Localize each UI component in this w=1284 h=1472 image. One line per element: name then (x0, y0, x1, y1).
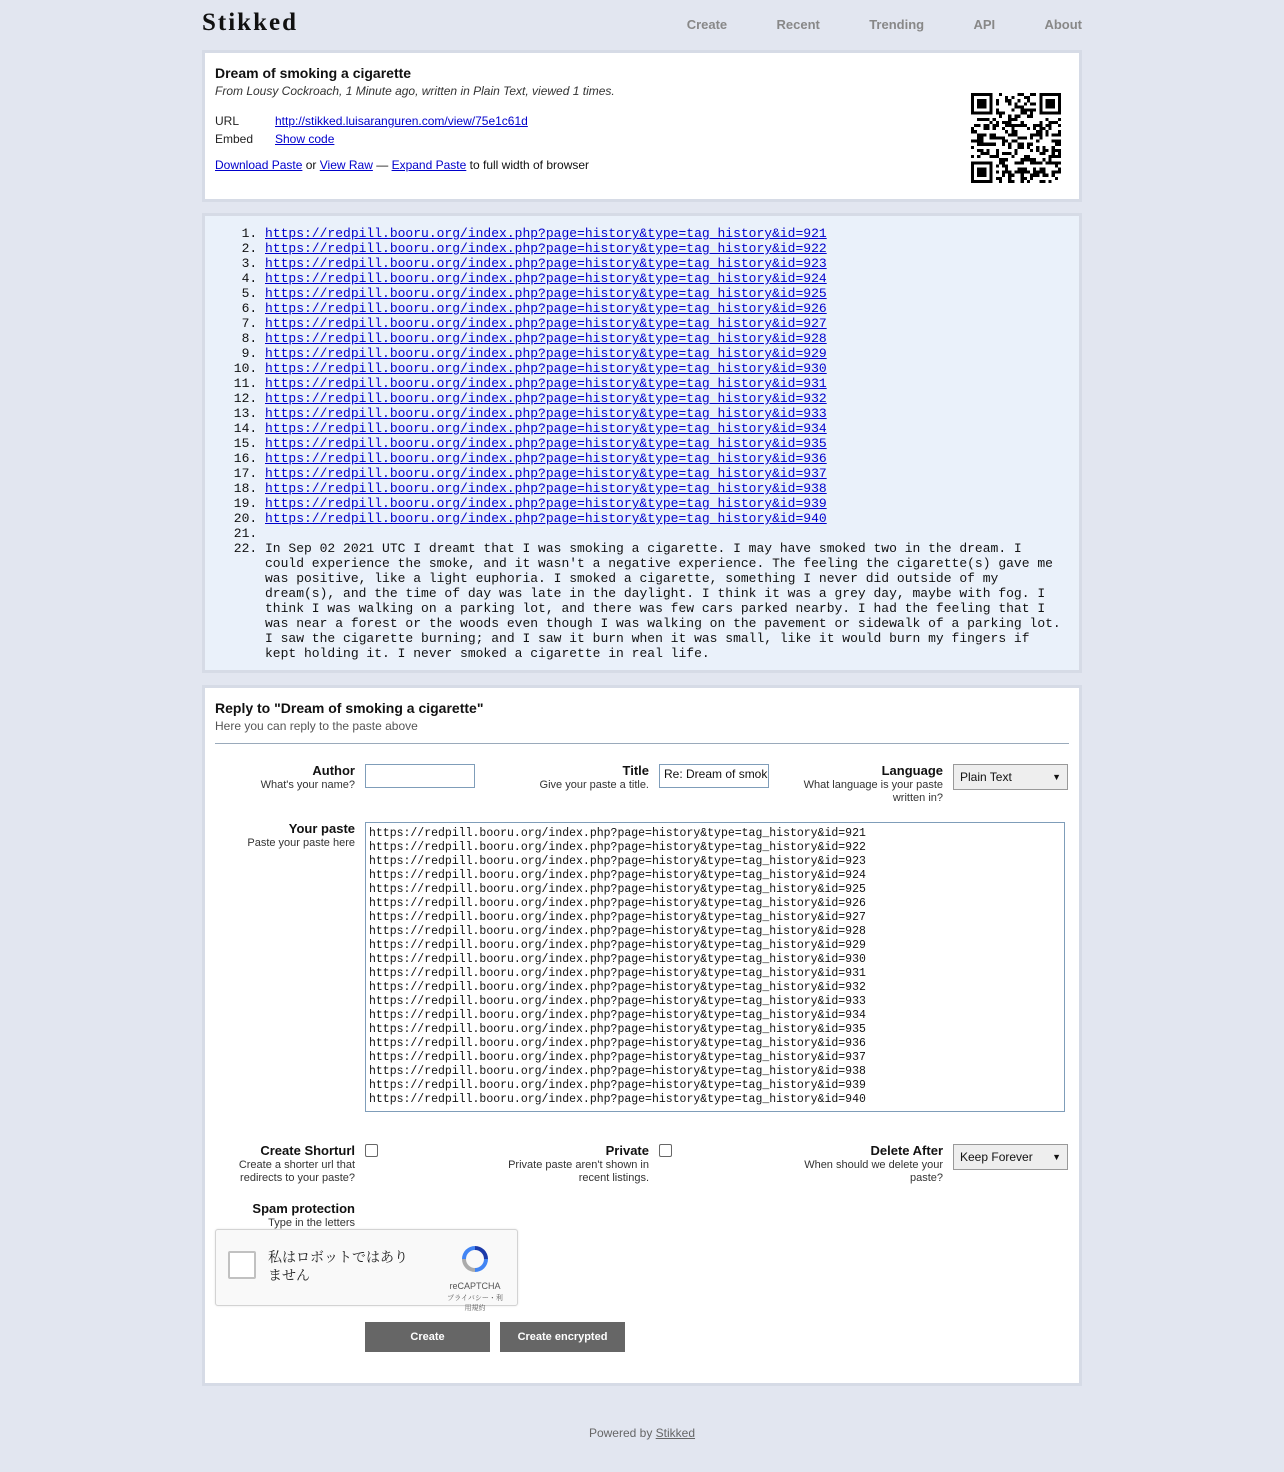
paste-line (265, 541, 1079, 661)
spam-hint: Type in the letters (268, 1217, 355, 1229)
paste-line-link[interactable]: https://redpill.booru.org/index.php?page=history&type=tag_history&id=927 (265, 316, 827, 331)
recaptcha-widget (215, 1229, 518, 1312)
title-input[interactable]: Re: Dream of smok (659, 764, 769, 788)
title-hint: Give your paste a title. (539, 779, 649, 791)
paste-line-text: 22. In Sep 02 2021 UTC I dreamt that I was smoking a cigarette. I may have smoked two in the dream. I could experience the smoke, and it wasn't a negative experience. The feeling the cigarette(s) gave me was positive, like a light euphoria. I smoked a cigarette, something I never did outside of my dream(s), and the time of day was late in the daylight. I think it was a grey day, maybe with fog. I think I was walking on a parking lot, and there was few cars parked nearby. I had the feeling that I was near a forest or the woods even though I was walking on the pavement or sidewalk of a parking lot. I saw the cigarette burning; and I saw it burn when it was small, like it would burn my fingers if kept holding it. I never smoked a cigarette in real life. (265, 541, 1069, 661)
paste-line-link[interactable]: https://redpill.booru.org/index.php?page=history&type=tag_history&id=929 (265, 346, 827, 361)
delete-after-hint: When should we delete your paste? (804, 1159, 943, 1184)
paste-line (265, 466, 1079, 481)
paste-line-link[interactable]: https://redpill.booru.org/index.php?page=history&type=tag_history&id=928 (265, 331, 827, 346)
embed-label: Embed (215, 132, 254, 146)
recaptcha-checkbox[interactable] (228, 1251, 256, 1279)
paste-line (265, 241, 1079, 256)
paste-line-link[interactable]: https://redpill.booru.org/index.php?page=history&type=tag_history&id=925 (265, 286, 827, 301)
textarea-line: https://redpill.booru.org/index.php?page=history&type=tag_history&id=927 (369, 911, 866, 924)
private-hint: Private paste aren't shown in recent listings. (508, 1159, 649, 1184)
chevron-down-icon: ▼ (1052, 772, 1061, 782)
view-raw-link[interactable]: View Raw (319, 158, 373, 172)
shorturl-hint: Create a shorter url that redirects to your paste? (238, 1159, 355, 1184)
private-label-group (495, 1143, 649, 1185)
textarea-line: https://redpill.booru.org/index.php?page=history&type=tag_history&id=923 (369, 855, 866, 868)
paste-links (215, 112, 1069, 148)
paste-line (265, 271, 1079, 286)
footer-prefix: Powered by (588, 1426, 653, 1440)
author-hint: What's your name? (260, 779, 355, 791)
delete-after-select[interactable] (953, 1144, 1068, 1170)
language-select-value: Plain Text (960, 770, 1012, 784)
reply-title: Reply to "Dream of smoking a cigarette" (215, 700, 484, 716)
paste-line-link[interactable]: https://redpill.booru.org/index.php?page=history&type=tag_history&id=935 (265, 436, 827, 451)
private-checkbox[interactable] (659, 1144, 672, 1157)
divider (215, 743, 1069, 744)
paste-line-link[interactable]: https://redpill.booru.org/index.php?page=history&type=tag_history&id=923 (265, 256, 827, 271)
paste-line-link[interactable]: https://redpill.booru.org/index.php?page=history&type=tag_history&id=932 (265, 391, 827, 406)
recaptcha-brand (445, 1242, 505, 1313)
paste-line-link[interactable]: https://redpill.booru.org/index.php?page=history&type=tag_history&id=939 (265, 496, 827, 511)
create-button[interactable]: Create (365, 1322, 490, 1352)
language-select[interactable] (953, 764, 1068, 790)
textarea-line: https://redpill.booru.org/index.php?page=history&type=tag_history&id=929 (369, 939, 866, 952)
paste-line-text (265, 526, 1065, 541)
private-label: Private (605, 1143, 649, 1158)
paste-line (265, 376, 1079, 391)
textarea-line: https://redpill.booru.org/index.php?page=history&type=tag_history&id=931 (369, 967, 866, 980)
textarea-line: https://redpill.booru.org/index.php?page=history&type=tag_history&id=933 (369, 995, 866, 1008)
textarea-line: https://redpill.booru.org/index.php?page=history&type=tag_history&id=932 (369, 981, 866, 994)
recaptcha-logo-icon (458, 1242, 492, 1276)
paste-textarea[interactable] (365, 822, 1065, 1112)
title-label-group (505, 763, 649, 792)
show-code-link[interactable]: Show code (275, 132, 335, 146)
paste-line (265, 226, 1079, 241)
recaptcha-links[interactable]: プライバシー・利用規約 (447, 1295, 503, 1312)
paste-line-link[interactable]: https://redpill.booru.org/index.php?page=history&type=tag_history&id=931 (265, 376, 827, 391)
paste-line (265, 511, 1079, 526)
paste-line (265, 481, 1079, 496)
paste-line-link[interactable]: https://redpill.booru.org/index.php?page=history&type=tag_history&id=938 (265, 481, 827, 496)
paste-line (265, 406, 1079, 421)
author-input[interactable] (365, 764, 475, 788)
spam-label-group (215, 1201, 355, 1230)
paste-url-link[interactable]: http://stikked.luisaranguren.com/view/75e1c61d (275, 114, 528, 128)
paste-label: Your paste (288, 821, 355, 836)
textarea-line: https://redpill.booru.org/index.php?page=history&type=tag_history&id=926 (369, 897, 866, 910)
paste-line (265, 391, 1079, 406)
url-label: URL (215, 114, 240, 128)
paste-line (265, 361, 1079, 376)
textarea-line: https://redpill.booru.org/index.php?page=history&type=tag_history&id=940 (369, 1093, 866, 1106)
paste-line (265, 331, 1079, 346)
spam-label: Spam protection (252, 1201, 355, 1216)
textarea-line: https://redpill.booru.org/index.php?page=history&type=tag_history&id=936 (369, 1037, 866, 1050)
paste-line-link[interactable]: https://redpill.booru.org/index.php?page=history&type=tag_history&id=921 (265, 226, 827, 241)
paste-label-group (215, 821, 355, 850)
paste-line (265, 526, 1079, 541)
paste-line (265, 451, 1079, 466)
textarea-line: https://redpill.booru.org/index.php?page=history&type=tag_history&id=921 (369, 827, 866, 840)
textarea-line: https://redpill.booru.org/index.php?page=history&type=tag_history&id=938 (369, 1065, 866, 1078)
language-label: Language (881, 763, 943, 778)
paste-line (265, 421, 1079, 436)
main-nav (641, 17, 1082, 32)
recaptcha-text: 私はロボットではありません (268, 1249, 408, 1283)
paste-line (265, 496, 1079, 511)
paste-info-panel (202, 50, 1082, 202)
textarea-line: https://redpill.booru.org/index.php?page=history&type=tag_history&id=928 (369, 925, 866, 938)
paste-line (265, 346, 1079, 361)
paste-line (265, 436, 1079, 451)
download-paste-link[interactable]: Download Paste (215, 158, 303, 172)
delete-label-group (795, 1143, 943, 1185)
dash-text: — (376, 158, 389, 172)
paste-line-link[interactable]: https://redpill.booru.org/index.php?page=history&type=tag_history&id=924 (265, 271, 827, 286)
nav-api[interactable]: API (973, 17, 996, 32)
textarea-line: https://redpill.booru.org/index.php?page=history&type=tag_history&id=925 (369, 883, 866, 896)
expand-suffix: to full width of browser (469, 158, 590, 172)
footer (0, 1426, 1284, 1440)
paste-line-link[interactable]: https://redpill.booru.org/index.php?page=history&type=tag_history&id=926 (265, 301, 827, 316)
paste-lines (205, 226, 1079, 661)
paste-line-link[interactable]: https://redpill.booru.org/index.php?page=history&type=tag_history&id=940 (265, 511, 827, 526)
shorturl-checkbox[interactable] (365, 1144, 378, 1157)
nav-create[interactable]: Create (686, 17, 728, 32)
paste-line-link[interactable]: https://redpill.booru.org/index.php?page=history&type=tag_history&id=936 (265, 451, 827, 466)
textarea-line: https://redpill.booru.org/index.php?page=history&type=tag_history&id=922 (369, 841, 866, 854)
textarea-line: https://redpill.booru.org/index.php?page=history&type=tag_history&id=924 (369, 869, 866, 882)
textarea-line: https://redpill.booru.org/index.php?page=history&type=tag_history&id=935 (369, 1023, 866, 1036)
paste-meta: From Lousy Cockroach, 1 Minute ago, written in Plain Text, viewed 1 times. (215, 84, 615, 98)
language-hint: What language is your paste written in? (803, 779, 943, 804)
site-logo[interactable]: Stikked (202, 9, 298, 36)
paste-actions (215, 158, 1069, 172)
reply-subtitle: Here you can reply to the paste above (215, 719, 418, 733)
paste-line-link[interactable]: https://redpill.booru.org/index.php?page=history&type=tag_history&id=934 (265, 421, 827, 436)
nav-about[interactable]: About (1044, 17, 1082, 32)
nav-trending[interactable]: Trending (869, 17, 925, 32)
create-encrypted-button[interactable]: Create encrypted (500, 1322, 625, 1352)
textarea-line: https://redpill.booru.org/index.php?page=history&type=tag_history&id=939 (369, 1079, 866, 1092)
paste-line-link[interactable]: https://redpill.booru.org/index.php?page=history&type=tag_history&id=933 (265, 406, 827, 421)
paste-hint: Paste your paste here (247, 837, 355, 849)
shorturl-label-group (215, 1143, 355, 1185)
author-label-group (215, 763, 355, 792)
author-label: Author (312, 763, 355, 778)
paste-line (265, 286, 1079, 301)
paste-line (265, 301, 1079, 316)
nav-recent[interactable]: Recent (776, 17, 820, 32)
paste-line (265, 256, 1079, 271)
textarea-line: https://redpill.booru.org/index.php?page=history&type=tag_history&id=934 (369, 1009, 866, 1022)
paste-title: Dream of smoking a cigarette (215, 65, 412, 81)
textarea-line: https://redpill.booru.org/index.php?page=history&type=tag_history&id=930 (369, 953, 866, 966)
paste-line-link[interactable]: https://redpill.booru.org/index.php?page=history&type=tag_history&id=922 (265, 241, 827, 256)
shorturl-label: Create Shorturl (260, 1143, 355, 1158)
paste-line (265, 316, 1079, 331)
paste-content-panel (202, 213, 1082, 673)
title-label: Title (622, 763, 649, 778)
reply-form-panel (202, 685, 1082, 1386)
paste-line-link[interactable]: https://redpill.booru.org/index.php?page=history&type=tag_history&id=937 (265, 466, 827, 481)
textarea-line: https://redpill.booru.org/index.php?page=history&type=tag_history&id=937 (369, 1051, 866, 1064)
expand-paste-link[interactable]: Expand Paste (391, 158, 467, 172)
delete-after-label: Delete After (870, 1143, 943, 1158)
recaptcha-label: reCAPTCHA (449, 1281, 501, 1291)
language-label-group (795, 763, 943, 805)
paste-line-link[interactable]: https://redpill.booru.org/index.php?page=history&type=tag_history&id=930 (265, 361, 827, 376)
footer-stikked-link[interactable]: Stikked (655, 1426, 696, 1440)
delete-after-value: Keep Forever (960, 1150, 1033, 1164)
or-text: or (305, 158, 317, 172)
chevron-down-icon: ▼ (1052, 1152, 1061, 1162)
qr-code (971, 93, 1061, 183)
